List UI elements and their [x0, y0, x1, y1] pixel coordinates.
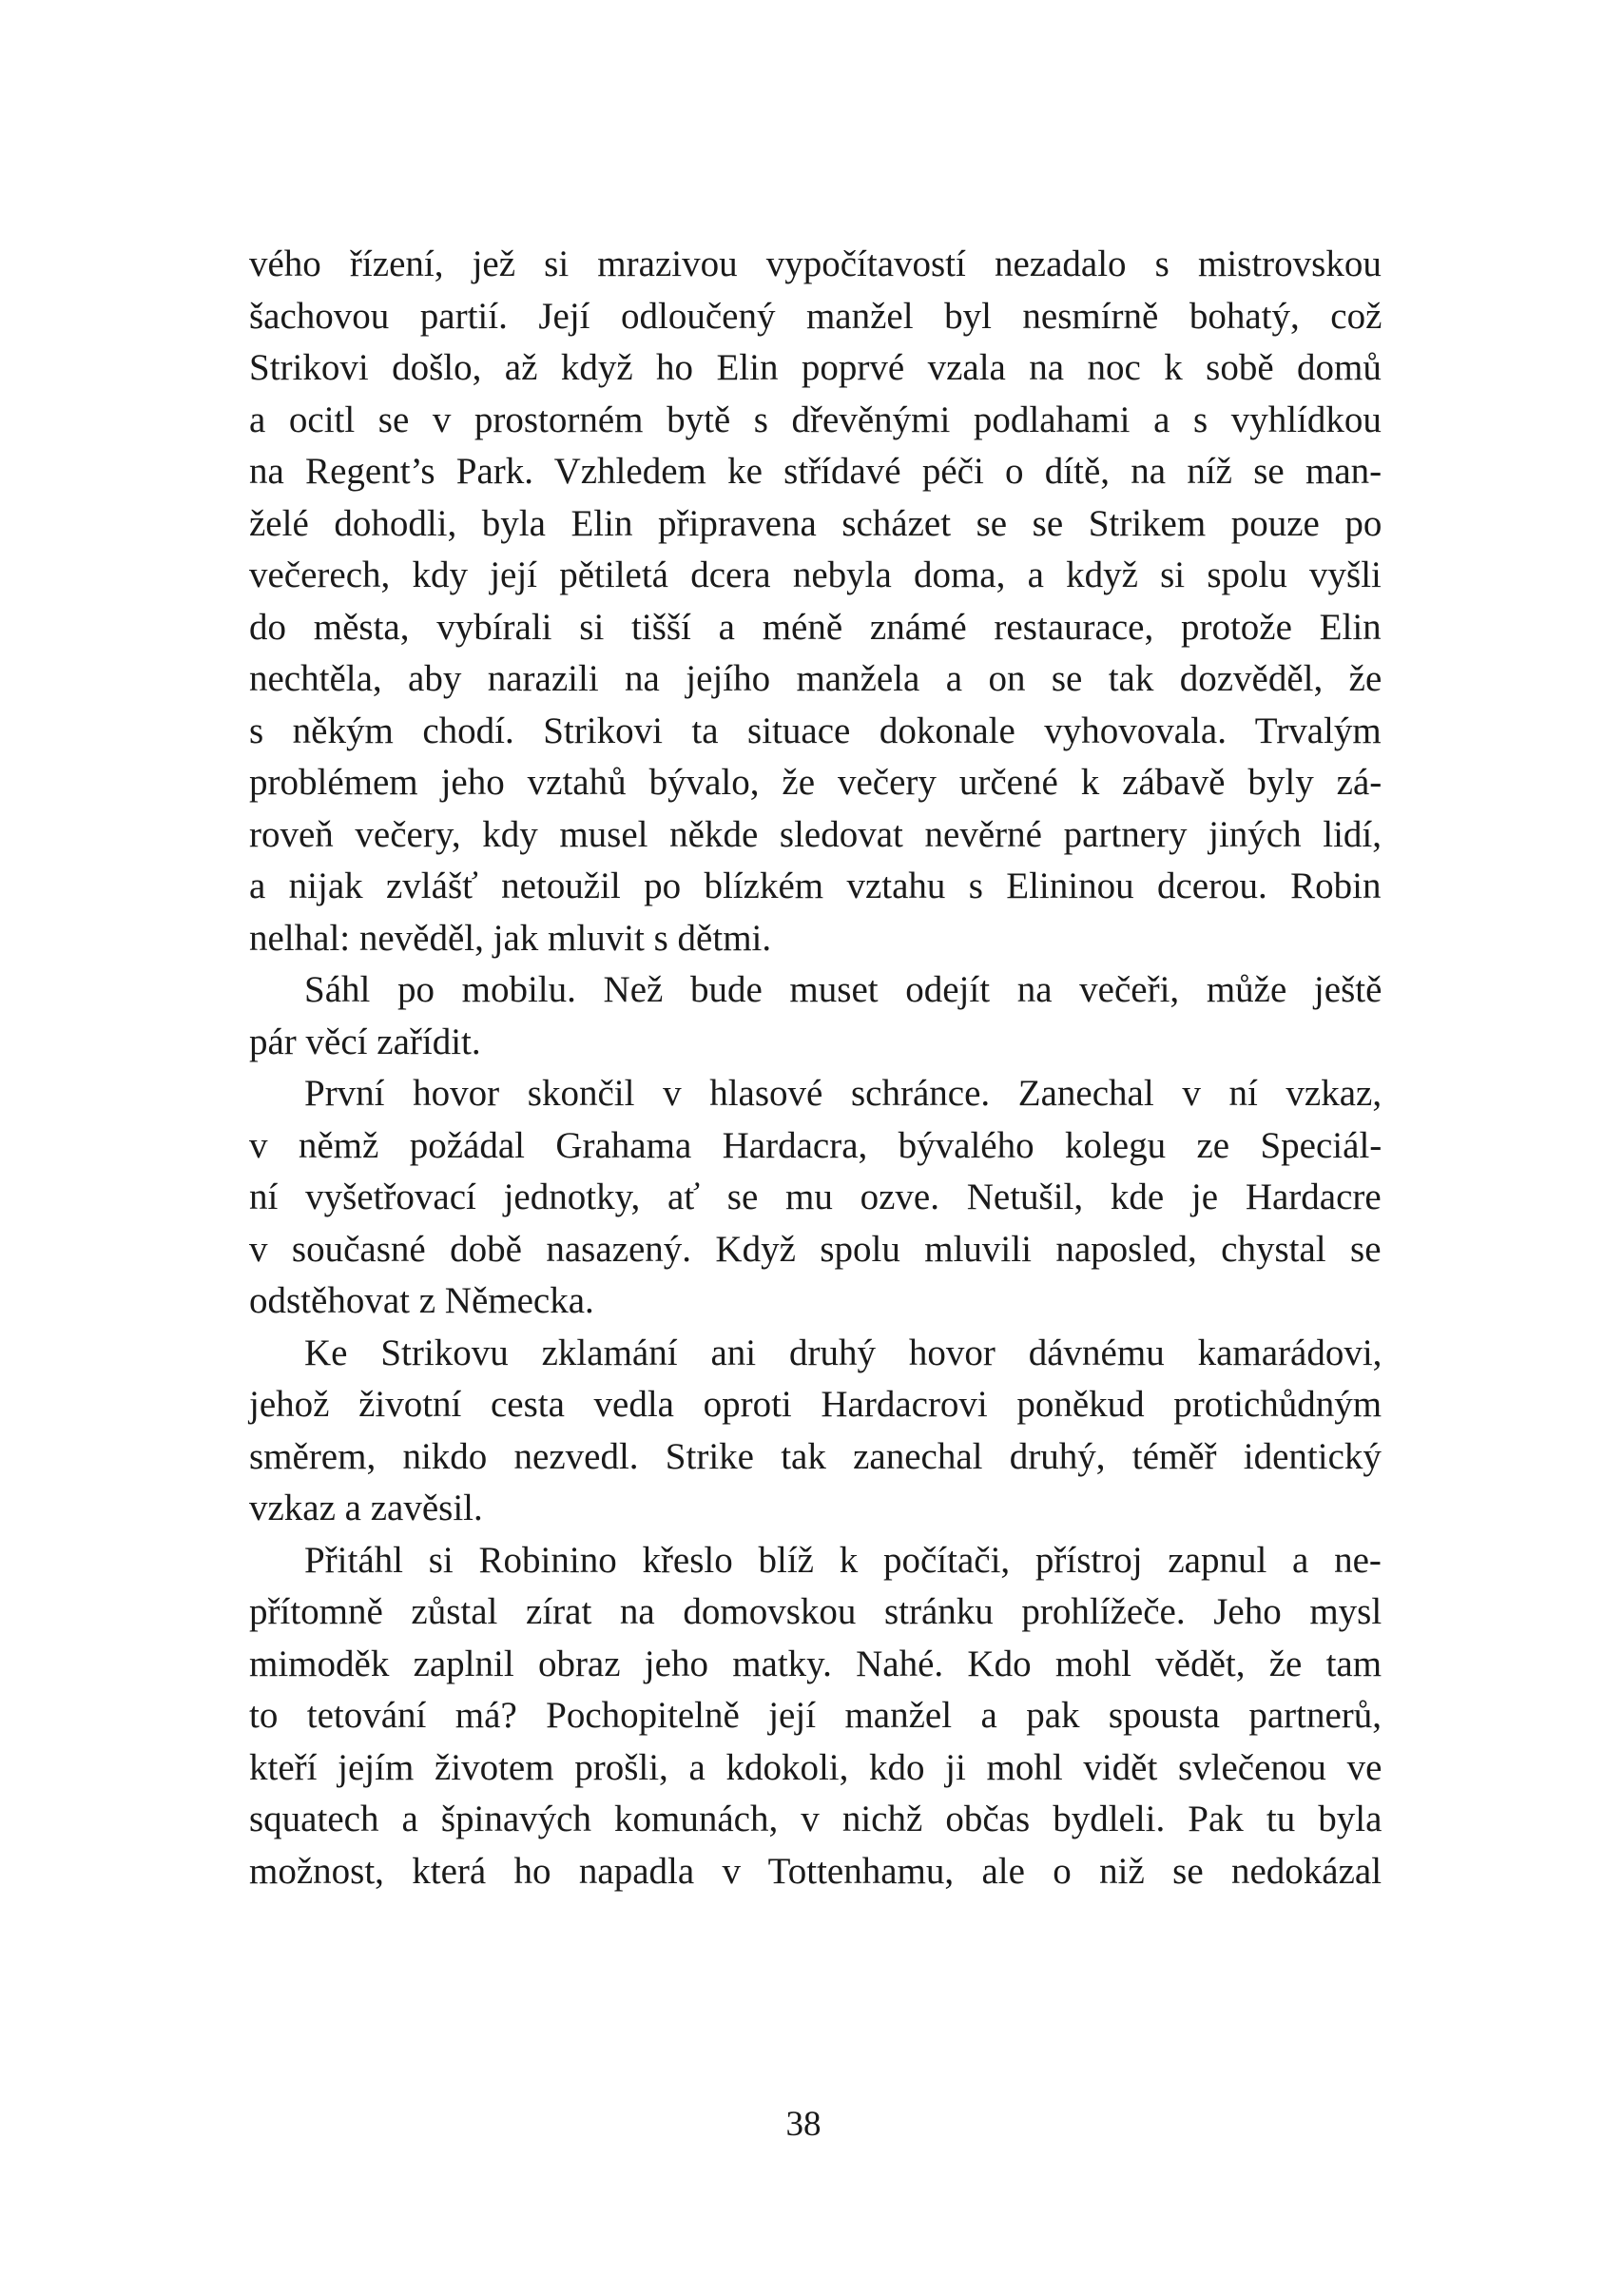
page-number-text: 38: [785, 2105, 822, 2144]
text-line: přítomně zůstal zírat na domovskou stránku prohlížeče. Jeho mysl: [249, 1591, 1382, 1632]
text-line: odstěhovat z Německa.: [249, 1280, 594, 1321]
text-line: Ke Strikovu zklamání ani druhý hovor dávnému kamarádovi,: [304, 1332, 1382, 1373]
text-line: šachovou partií. Její odloučený manžel byl nesmírně bohatý, což: [249, 295, 1382, 337]
text-line: mimoděk zaplnil obraz jeho matky. Nahé. Kdo mohl vědět, že tam: [249, 1643, 1382, 1684]
text-line: Strikovi došlo, až když ho Elin poprvé vzala na noc k sobě domů: [249, 347, 1382, 388]
paragraph: [249, 1328, 1382, 1535]
body-text: [249, 239, 1382, 1897]
text-line: směrem, nikdo nezvedl. Strike tak zanechal druhý, téměř identický: [249, 1435, 1382, 1477]
paragraph: [249, 239, 1382, 964]
text-line: nelhal: nevěděl, jak mluvit s dětmi.: [249, 917, 772, 959]
text-line: vého řízení, jež si mrazivou vypočítavostí nezadalo s mistrovskou: [249, 243, 1382, 284]
text-line: První hovor skončil v hlasové schránce. Zanechal v ní vzkaz,: [304, 1073, 1382, 1114]
text-line: želé dohodli, byla Elin připravena scházet se se Strikem pouze po: [249, 502, 1382, 544]
text-line: a nijak zvlášť netoužil po blízkém vztahu s Elininou dcerou. Robin: [249, 866, 1382, 906]
text-line: v němž požádal Grahama Hardacra, bývalého kolegu ze Speciál-: [249, 1124, 1382, 1166]
text-line: možnost, která ho napadla v Tottenhamu, ale o niž se nedokázal: [249, 1850, 1382, 1892]
page-number: [0, 2104, 1624, 2146]
text-line: pár věcí zařídit.: [249, 1021, 481, 1062]
text-line: Sáhl po mobilu. Než bude muset odejít na večeři, může ještě: [304, 969, 1382, 1010]
text-line: večerech, kdy její pětiletá dcera nebyla doma, a když si spolu vyšli: [249, 554, 1382, 595]
text-line: jehož životní cesta vedla oproti Hardacrovi poněkud protichůdným: [249, 1384, 1382, 1425]
paragraph: [249, 1535, 1382, 1898]
text-line: squatech a špinavých komunách, v nichž občas bydleli. Pak tu byla: [249, 1799, 1382, 1839]
text-line: nechtěla, aby narazili na jejího manžela a on se tak dozvěděl, že: [249, 658, 1382, 699]
text-line: Přitáhl si Robinino křeslo blíž k počítači, přístroj zapnul a ne-: [304, 1539, 1382, 1581]
text-line: ní vyšetřovací jednotky, ať se mu ozve. Netušil, kde je Hardacre: [249, 1177, 1382, 1217]
text-line: do města, vybírali si tišší a méně známé restaurace, protože Elin: [249, 606, 1382, 648]
paragraph: [249, 1068, 1382, 1328]
text-line: kteří jejím životem prošli, a kdokoli, kdo ji mohl vidět svlečenou ve: [249, 1746, 1382, 1788]
paragraph: [249, 964, 1382, 1068]
text-line: a ocitl se v prostorném bytě s dřevěnými podlahami a s vyhlídkou: [249, 399, 1382, 440]
text-line: na Regent’s Park. Vzhledem ke střídavé péči o dítě, na níž se man-: [249, 451, 1382, 492]
text-line: problémem jeho vztahů bývalo, že večery určené k zábavě byly zá-: [249, 762, 1382, 803]
text-line: to tetování má? Pochopitelně její manžel a pak spousta partnerů,: [249, 1695, 1382, 1736]
text-line: roveň večery, kdy musel někde sledovat nevěrné partnery jiných lidí,: [249, 813, 1382, 855]
text-line: s někým chodí. Strikovi ta situace dokonale vyhovovala. Trvalým: [249, 710, 1382, 751]
text-line: v současné době nasazený. Když spolu mluvili naposled, chystal se: [249, 1228, 1382, 1270]
text-line: vzkaz a zavěsil.: [249, 1488, 483, 1528]
